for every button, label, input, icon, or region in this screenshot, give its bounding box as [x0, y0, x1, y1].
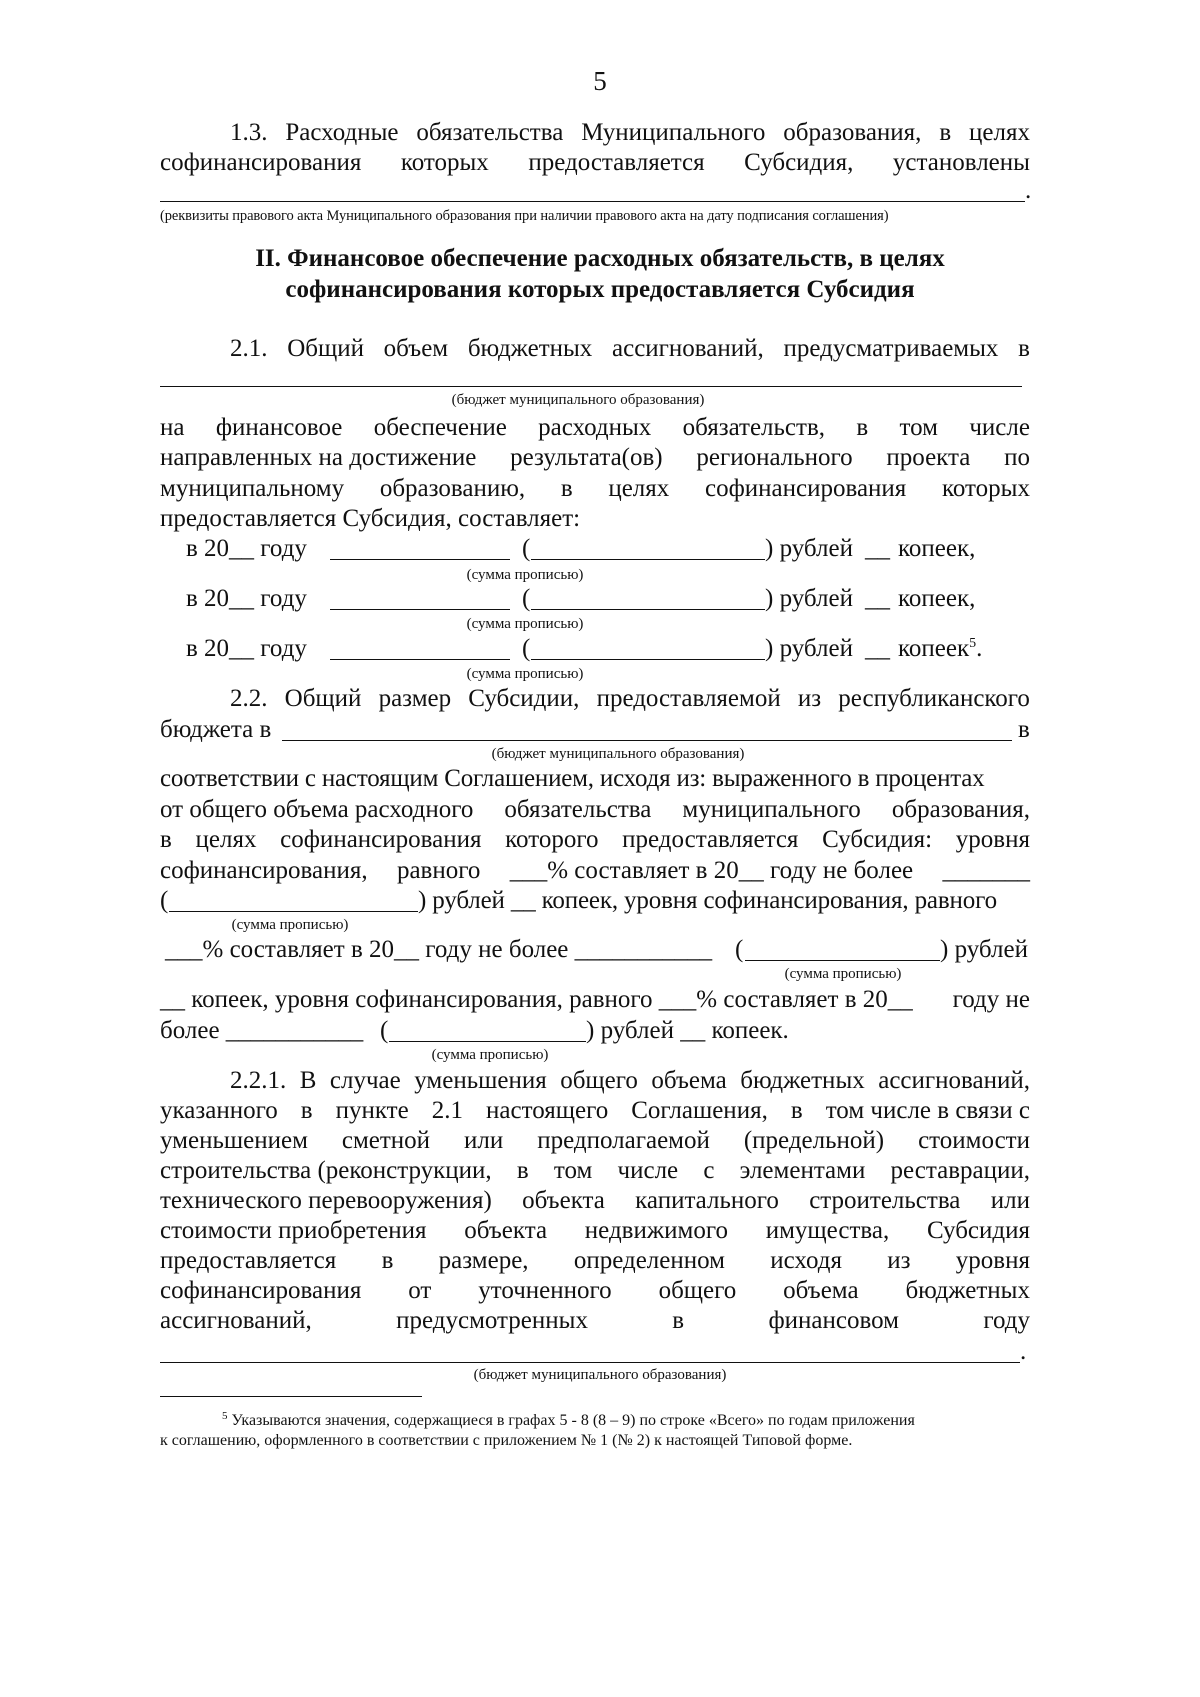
paragraph-2-2-line-4-word: от общего объема расходного	[160, 796, 474, 823]
paragraph-2-2-1-line-7-word: определенном	[573, 1247, 725, 1274]
section-2-title-line-1: II. Финансовое обеспечение расходных обязательств, в целях	[255, 245, 945, 272]
footnote-ref-5: 5	[969, 636, 977, 651]
paragraph-2-2-1-end: .	[1020, 1338, 1027, 1365]
paragraph-2-2-line-2-start: бюджета в	[160, 716, 272, 743]
year-row-1-words-blank	[531, 559, 765, 560]
paragraph-2-2-1-line-9-word: предусмотренных	[396, 1307, 588, 1334]
paragraph-2-1-line-4-word: образованию,	[379, 475, 526, 502]
year-row-3-caption: (сумма прописью)	[466, 666, 584, 682]
paragraph-2-1-line-2-word: расходных	[538, 414, 652, 441]
paragraph-2-2-1-line-2-word: Соглашения,	[631, 1097, 768, 1124]
paragraph-2-1-line-3	[160, 443, 1030, 473]
paragraph-2-2-line-5-word: софинансирования	[280, 826, 482, 853]
paragraph-2-2-line-8-a: ___% составляет в 20__ году не более ___________	[165, 936, 713, 963]
paragraph-2-2-1-line-7-word: в	[381, 1247, 394, 1274]
paragraph-1-3-line-2-word: Субсидия,	[744, 149, 854, 176]
paragraph-2-2-line-10-a: более ___________	[160, 1017, 364, 1044]
paragraph-2-1-line-2-word: финансовое	[215, 414, 343, 441]
caption-legal-act: (реквизиты правового акта Муниципального образования при наличии правового акта на дату подписания соглашения)	[160, 208, 889, 224]
paragraph-2-2-line-6-word: софинансирования,	[160, 857, 368, 884]
paragraph-2-2-1-line-8-word: бюджетных	[905, 1277, 1030, 1304]
paragraph-2-2-1-line-5-word: строительства	[809, 1187, 961, 1214]
paragraph-2-2-line-10-rest: ) рублей __ копеек.	[586, 1017, 789, 1044]
paragraph-2-1-line-2	[160, 413, 1030, 443]
paragraph-2-2-1-line-3-word: (предельной)	[743, 1127, 885, 1154]
paragraph-2-2-1-line-2-word: в	[790, 1097, 803, 1124]
paragraph-2-2-1-line-2-word: указанного	[160, 1097, 278, 1124]
paragraph-2-2-1-line-4-word: реставрации,	[890, 1157, 1030, 1184]
paragraph-2-1-line-2-word: числе	[969, 414, 1030, 441]
paragraph-1-3-line-1-word: Расходные	[285, 119, 399, 146]
paragraph-2-2-line-7-open: (	[160, 887, 169, 914]
paragraph-2-2-1-line-1-word: В	[299, 1067, 317, 1094]
paragraph-1-3-line-2-word: которых	[400, 149, 489, 176]
paragraph-2-2-1-line-1	[230, 1066, 1030, 1096]
paragraph-2-2-line-7-rest: ) рублей __ копеек, уровня софинансирования, равного	[418, 887, 997, 914]
footnote-separator	[160, 1396, 422, 1397]
paragraph-1-3-end: .	[1025, 177, 1032, 204]
paragraph-2-2-line-4-word: образования,	[891, 796, 1030, 823]
paragraph-2-2-line-5-word: целях	[195, 826, 257, 853]
paragraph-2-2-line-8-open: (	[735, 936, 744, 963]
paragraph-2-2-1-line-2-word: настоящего	[486, 1097, 609, 1124]
paragraph-2-2-1-line-1-word: 2.2.1.	[230, 1067, 287, 1094]
paragraph-2-2-1-line-6-word: стоимости приобретения	[160, 1217, 427, 1244]
paragraph-2-2-1-line-5-word: технического перевооружения)	[160, 1187, 492, 1214]
paragraph-2-2-line-8-close: ) рублей	[940, 936, 1028, 963]
paragraph-1-3-line-2-word: предоставляется	[528, 149, 705, 176]
paragraph-2-2-line-6-word: ___% составляет в 20__ году не более	[509, 857, 914, 884]
paragraph-2-2-1-line-5-word: или	[990, 1187, 1030, 1214]
paragraph-2-1-line-1-word: 2.1.	[230, 335, 268, 362]
paragraph-2-2-line-6-word: равного	[396, 857, 481, 884]
year-row-3-words-blank	[531, 659, 765, 660]
paragraph-2-2-line-10-open: (	[380, 1017, 389, 1044]
paragraph-2-2-line-4-word: обязательства	[504, 796, 652, 823]
year-row-3-kop-text: копеек	[898, 635, 970, 662]
paragraph-2-1-line-2-word: обеспечение	[373, 414, 507, 441]
paragraph-2-2-1-line-3-word: предполагаемой	[537, 1127, 710, 1154]
paragraph-2-2-1-line-1-word: объема	[651, 1067, 727, 1094]
paragraph-1-3-line-2-word: софинансирования	[160, 149, 362, 176]
paragraph-2-1-line-3-word: по	[1004, 444, 1030, 471]
page-number: 5	[593, 66, 607, 96]
year-row-2-words-blank	[531, 609, 765, 610]
paragraph-1-3-line-1-word: целях	[969, 119, 1030, 146]
year-row-3-label: в 20__ году	[186, 635, 307, 662]
paragraph-1-3-line-2	[160, 148, 1030, 178]
paragraph-2-2-1-line-2	[160, 1096, 1030, 1126]
paragraph-2-2-1-line-5	[160, 1186, 1030, 1216]
blank-budget-line-2-2-1	[160, 1362, 1020, 1363]
year-row-1-kop-blank: __	[865, 535, 890, 562]
blank-legal-act-line	[160, 201, 1025, 202]
paragraph-2-2-1-line-5-word: капитального	[635, 1187, 779, 1214]
paragraph-2-2-line-5-word: Субсидия:	[822, 826, 933, 853]
paragraph-2-2-line-4-word: муниципального	[682, 796, 861, 823]
paragraph-1-3-line-1-word: обязательства	[416, 119, 564, 146]
paragraph-2-2-1-line-8-word: объема	[783, 1277, 859, 1304]
paragraph-2-1-line-2-word: на	[160, 414, 185, 441]
paragraph-2-1-line-5: предоставляется Субсидия, составляет:	[160, 505, 581, 532]
paragraph-2-2-line-1	[230, 684, 1030, 714]
paragraph-2-2-line-4	[160, 795, 1030, 825]
paragraph-2-1-line-4-word: которых	[942, 475, 1030, 502]
year-row-2-kop: копеек,	[898, 585, 976, 612]
year-row-2-kop-blank: __	[865, 585, 890, 612]
paragraph-2-2-1-line-9-word: ассигнований,	[160, 1307, 312, 1334]
paragraph-2-2-1-line-8-word: от	[408, 1277, 432, 1304]
footnote-line-2: к соглашению, оформленного в соответствии с приложением № 1 (№ 2) к настоящей Типовой форме.	[160, 1432, 853, 1449]
caption-words-2-2-b: (сумма прописью)	[784, 966, 902, 982]
paragraph-2-2-1-line-3-word: сметной	[341, 1127, 431, 1154]
paragraph-2-2-line-1-word: Субсидии,	[468, 685, 580, 712]
paragraph-2-1-line-1-word: ассигнований,	[612, 335, 764, 362]
paragraph-2-2-1-line-8-word: софинансирования	[160, 1277, 362, 1304]
year-row-2-paren-open: (	[522, 585, 531, 612]
paragraph-2-2-line-9	[160, 985, 1030, 1015]
caption-budget-2-2-1: (бюджет муниципального образования)	[473, 1367, 727, 1383]
paragraph-1-3-line-1	[230, 118, 1030, 148]
paragraph-2-2-line-2-end: в	[1018, 716, 1030, 743]
paragraph-2-2-1-line-3-word: стоимости	[918, 1127, 1030, 1154]
blank-words-2-2-b	[745, 960, 940, 961]
paragraph-1-3-line-2-word: установлены	[892, 149, 1030, 176]
year-row-2-rubles: ) рублей	[765, 585, 853, 612]
paragraph-2-1-line-4-word: муниципальному	[160, 475, 345, 502]
blank-budget-line-2-2	[282, 740, 1012, 741]
paragraph-2-2-1-line-7	[160, 1246, 1030, 1276]
paragraph-2-2-1-line-8	[160, 1276, 1030, 1306]
paragraph-2-2-1-line-3	[160, 1126, 1030, 1156]
paragraph-2-2-1-line-4-word: числе	[617, 1157, 679, 1184]
paragraph-2-2-1-line-4-word: элементами	[739, 1157, 866, 1184]
year-row-2-amount-blank	[330, 609, 510, 610]
paragraph-2-1-line-1-word: бюджетных	[467, 335, 593, 362]
paragraph-2-2-1-line-3-word: или	[464, 1127, 504, 1154]
paragraph-2-1-line-3-word: результата(ов)	[510, 444, 663, 471]
paragraph-2-2-1-line-6-word: имущества,	[765, 1217, 890, 1244]
paragraph-2-2-1-line-8-word: уточненного	[478, 1277, 612, 1304]
paragraph-2-2-1-line-9-word: году	[983, 1307, 1030, 1334]
year-row-3-kop	[898, 634, 982, 664]
paragraph-2-2-1-line-6	[160, 1216, 1030, 1246]
year-row-3-end: .	[976, 635, 983, 662]
paragraph-1-3-line-1-word: образования,	[783, 119, 922, 146]
paragraph-1-3-line-1-word: 1.3.	[230, 119, 268, 146]
paragraph-2-1-line-3-word: направленных на достижение	[160, 444, 477, 471]
paragraph-2-2-1-line-2-word: 2.1	[431, 1097, 463, 1124]
paragraph-2-1-line-1-word: предусматриваемых	[783, 335, 999, 362]
paragraph-2-2-1-line-1-word: ассигнований,	[878, 1067, 1030, 1094]
paragraph-2-2-line-5-word: которого	[505, 826, 599, 853]
paragraph-2-1-line-2-word: обязательств,	[682, 414, 826, 441]
paragraph-2-1-line-3-word: регионального	[696, 444, 853, 471]
year-row-3-paren-open: (	[522, 635, 531, 662]
caption-words-2-2-a: (сумма прописью)	[231, 917, 349, 933]
paragraph-2-2-line-6	[160, 856, 1030, 886]
footnote-line-1	[222, 1411, 915, 1431]
paragraph-2-2-line-1-word: республиканского	[838, 685, 1030, 712]
paragraph-2-2-1-line-8-word: общего	[658, 1277, 737, 1304]
year-row-3-amount-blank	[330, 659, 510, 660]
year-row-1-rubles: ) рублей	[765, 535, 853, 562]
paragraph-2-2-line-5	[160, 825, 1030, 855]
paragraph-2-2-line-6-word: _______	[942, 857, 1030, 884]
paragraph-2-1-line-4-word: целях	[608, 475, 670, 502]
paragraph-2-2-1-line-7-word: уровня	[955, 1247, 1030, 1274]
paragraph-1-3-line-1-word: в	[939, 119, 952, 146]
year-row-1-paren-open: (	[522, 535, 531, 562]
paragraph-2-2-line-5-word: в	[160, 826, 172, 853]
blank-words-2-2-c	[389, 1041, 586, 1042]
paragraph-2-1-line-4-word: софинансирования	[704, 475, 907, 502]
paragraph-2-2-1-line-2-word: в	[300, 1097, 313, 1124]
paragraph-2-2-1-line-4	[160, 1156, 1030, 1186]
paragraph-2-2-line-9-word: году не	[952, 986, 1030, 1013]
paragraph-2-2-1-line-2-word: пункте	[335, 1097, 409, 1124]
paragraph-2-2-line-5-word: предоставляется	[622, 826, 799, 853]
paragraph-2-1-line-2-word: том	[899, 414, 938, 441]
paragraph-2-2-line-1-word: Общий	[284, 685, 362, 712]
paragraph-2-1-line-2-word: в	[856, 414, 869, 441]
paragraph-2-2-1-line-2-word: том числе в связи с	[825, 1097, 1030, 1124]
paragraph-2-2-1-line-7-word: из	[887, 1247, 911, 1274]
caption-words-2-2-c: (сумма прописью)	[431, 1047, 549, 1063]
year-row-3-rubles: ) рублей	[765, 635, 853, 662]
paragraph-2-2-1-line-4-word: том	[553, 1157, 593, 1184]
footnote-marker: 5	[222, 1410, 228, 1422]
paragraph-2-2-line-1-word: 2.2.	[230, 685, 268, 712]
paragraph-2-2-line-3: соответствии с настоящим Соглашением, исходя из: выраженного в процентах	[160, 765, 985, 792]
paragraph-2-1-line-1	[230, 334, 1030, 364]
paragraph-2-2-1-line-1-word: общего	[560, 1067, 638, 1094]
paragraph-2-2-1-line-3-word: уменьшением	[160, 1127, 308, 1154]
paragraph-2-2-1-line-6-word: недвижимого	[584, 1217, 728, 1244]
paragraph-2-2-line-1-word: из	[797, 685, 822, 712]
paragraph-2-1-line-1-word: объем	[383, 335, 449, 362]
year-row-1-kop: копеек,	[898, 535, 976, 562]
paragraph-2-1-line-3-word: проекта	[886, 444, 971, 471]
paragraph-2-1-line-1-word: в	[1018, 335, 1030, 362]
paragraph-2-2-1-line-7-word: предоставляется	[160, 1247, 337, 1274]
paragraph-2-2-line-9-word: __ копеек, уровня софинансирования, равного ___% составляет в 20__	[160, 986, 913, 1013]
caption-budget-2-1: (бюджет муниципального образования)	[451, 392, 705, 408]
paragraph-2-1-line-1-word: Общий	[287, 335, 364, 362]
paragraph-2-1-line-4	[160, 474, 1030, 504]
paragraph-2-1-line-4-word: в	[560, 475, 573, 502]
year-row-1-label: в 20__ году	[186, 535, 307, 562]
paragraph-2-2-1-line-4-word: с	[703, 1157, 715, 1184]
paragraph-2-2-line-1-word: предоставляемой	[596, 685, 781, 712]
blank-budget-line-2-1	[160, 386, 1022, 387]
paragraph-2-2-1-line-4-word: в	[516, 1157, 529, 1184]
paragraph-2-2-1-line-9	[160, 1306, 1030, 1336]
year-row-1-amount-blank	[330, 559, 510, 560]
paragraph-2-2-1-line-6-word: Субсидия	[926, 1217, 1030, 1244]
section-2-title-line-2: софинансирования которых предоставляется Субсидия	[285, 276, 915, 303]
paragraph-2-2-1-line-9-word: в	[672, 1307, 685, 1334]
paragraph-1-3-line-1-word: Муниципального	[581, 119, 766, 146]
paragraph-2-2-1-line-1-word: бюджетных	[740, 1067, 865, 1094]
footnote-text-1: Указываются значения, содержащиеся в графах 5 - 8 (8 – 9) по строке «Всего» по годам приложения	[231, 1412, 915, 1429]
year-row-3-kop-blank: __	[865, 635, 890, 662]
paragraph-2-2-1-line-5-word: объекта	[522, 1187, 605, 1214]
year-row-1-caption: (сумма прописью)	[466, 567, 584, 583]
paragraph-2-2-1-line-6-word: объекта	[464, 1217, 548, 1244]
paragraph-2-2-1-line-1-word: уменьшения	[414, 1067, 547, 1094]
paragraph-2-2-1-line-9-word: финансовом	[768, 1307, 899, 1334]
paragraph-2-2-line-5-word: уровня	[955, 826, 1030, 853]
paragraph-2-2-1-line-4-word: строительства (реконструкции,	[160, 1157, 492, 1184]
year-row-2-label: в 20__ году	[186, 585, 307, 612]
paragraph-2-2-1-line-1-word: случае	[329, 1067, 401, 1094]
year-row-2-caption: (сумма прописью)	[466, 616, 584, 632]
paragraph-2-2-1-line-7-word: исходя	[770, 1247, 842, 1274]
blank-words-2-2-a	[169, 911, 418, 912]
caption-budget-2-2: (бюджет муниципального образования)	[491, 746, 745, 762]
paragraph-2-2-1-line-7-word: размере,	[438, 1247, 529, 1274]
paragraph-2-2-line-1-word: размер	[378, 685, 452, 712]
